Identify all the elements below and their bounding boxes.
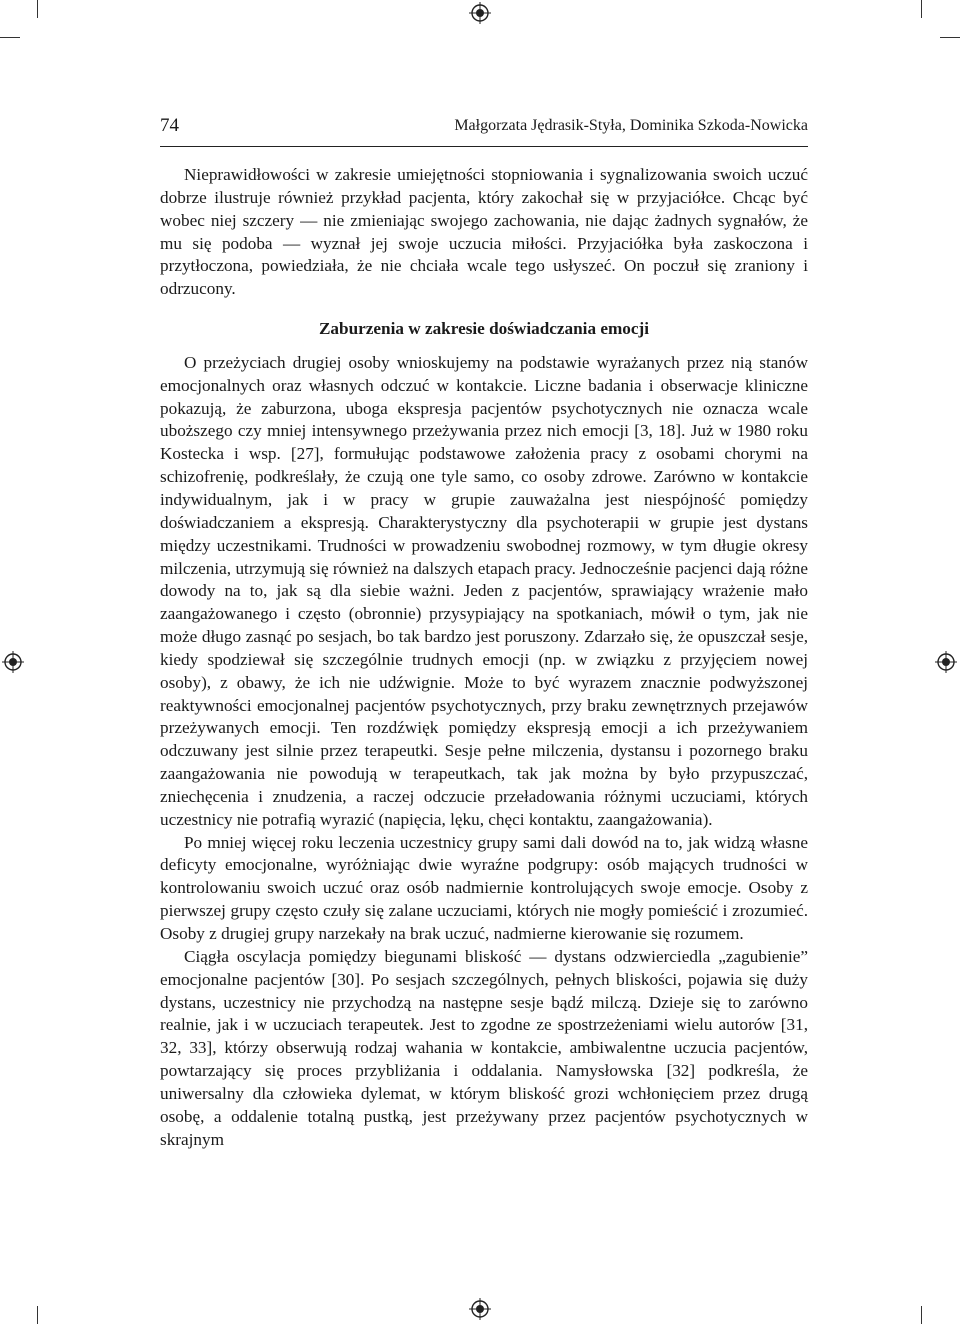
running-head: Małgorzata Jędrasik-Styła, Dominika Szkoda-Nowicka xyxy=(454,117,808,134)
page-header xyxy=(160,115,808,141)
crop-mark-bottom-left xyxy=(37,1306,38,1324)
crop-mark-top-right xyxy=(921,0,922,18)
crop-mark-top-left xyxy=(37,0,38,18)
crop-mark-top-left-h xyxy=(0,37,20,38)
paragraph-1: Nieprawidłowości w zakresie umiejętności stopniowania i sygnalizowania swoich uczuć dobrze ilustruje również przykład pacjenta, który zakochał się w przyjaciółce. Chcąc być wobec niej szczery — nie zmieniając swojego zachowania, nie dając żadnych sygnałów, że mu się podoba — wyznał jej swoje uczucia miłości. Przyjaciółka była zaskoczona i przytłoczona, powiedziała, że nie chciała wcale tego usłyszeć. On poczuł się zraniony i odrzucony. xyxy=(160,165,808,299)
article-body xyxy=(160,164,808,1151)
paragraph-2: O przeżyciach drugiej osoby wnioskujemy na podstawie wyrażanych przez nią stanów emocjonalnych oraz własnych odczuć w kontakcie. Liczne badania i obserwacje kliniczne pokazują, że zaburzona, uboga ekspresja pacjentów psychotycznych nie oznacza wcale uboższego czy mniej intensywnego przeżywania przez nich emocji [3, 18]. Już w 1980 roku Kostecka i wsp. [27], formułując podstawowe założenia pracy z osobami chorymi na schizofrenię, podkreślały, że czują one tyle samo, co osoby zdrowe. Zarówno w kontakcie indywidualnym, jak i w pracy w grupie zauważalna jest niespójność pomiędzy doświadczaniem a ekspresją. Charakterystyczny dla psychoterapii w grupie jest dystans między uczestnikami. Trudności w prowadzeniu swobodnej rozmowy, w tym długie okresy milczenia, utrzymują się również na dalszych etapach pracy. Jednocześnie pacjenci dają różne dowody na to, jak są dla siebie ważni. Jeden z pacjentów, sprawiający wrażenie mało zaangażowanego i często (obronnie) przysypiający na spotkaniach, mówił o tym, jak nie może długo zasnąć po sesjach, bo tak bardzo jest poruszony. Zdarzało się, że opuszczał sesje, kiedy spodziewał się szczególnie trudnych emocji (np. w związku z przyjęciem nowej osoby), z obawy, że ich nie udźwignie. Może to być wyrazem znacznie podwyższonej reaktywności emocjonalnej pacjentów psychotycznych, przy braku zewnętrznych przejawów przeżywanych emocji. Ten rozdźwięk pomiędzy ekspresją emocji a ich przeżywaniem odczuwany jest silnie przez terapeutki. Sesje pełne milczenia, dystansu i pozornego braku zaangażowania nie powodują w terapeutkach, tak jak można by było przypuszczać, zniechęcenia i znudzenia, a raczej odczucie przeładowania różnymi uczuciami, których uczestnicy nie potrafią wyrazić (napięcia, lęku, chęci kontaktu, zaangażowania). xyxy=(160,352,808,829)
registration-mark-top-icon xyxy=(469,2,491,24)
registration-mark-left-icon xyxy=(2,651,24,673)
paragraph-3: Po mniej więcej roku leczenia uczestnicy grupy sami dali dowód na to, jak widzą własne deficyty emocjonalne, wyróżniając dwie wyraźne podgrupy: osób mających trudności w kontrolowaniu swoich uczuć oraz osób nadmiernie kontrolujących swoje emocje. Osoby z pierwszej grupy często czuły się zalane uczuciami, których nie mogły pomieścić i zrozumieć. Osoby z drugiej grupy narzekały na brak uczuć, nadmierne kierowanie się rozumem. xyxy=(160,832,808,943)
page-number: 74 xyxy=(160,115,179,136)
header-rule xyxy=(160,146,808,147)
registration-mark-right-icon xyxy=(935,651,957,673)
paragraph-4: Ciągła oscylacja pomiędzy biegunami bliskość — dystans odzwierciedla „zagubienie” emocjonalne pacjentów [30]. Po sesjach szczególnych, pełnych bliskości, pojawia się duży dystans, uczestnicy nie przychodzą na następne sesje bądź milczą. Dzieje się to zarówno realnie, jak i w uczuciach terapeutek. Jest to zgodne ze spostrzeżeniami wielu autorów [31, 32, 33], którzy obserwują rodzaj wahania w kontakcie, ambiwalentne uczucia pacjentów, powtarzający się proces przybliżania i oddalania. Namysłowska [32] podkreśla, że uniwersalny dla człowieka dylemat, w którym bliskość grozi wchłonięciem przez drugą osobę, a oddalenie totalną pustką, jest przeżywany przez pacjentów psychotycznych w skrajnym xyxy=(160,946,808,1149)
section-heading: Zaburzenia w zakresie doświadczania emocji xyxy=(318,319,650,339)
crop-mark-bottom-right xyxy=(921,1306,922,1324)
crop-mark-top-right-h xyxy=(940,37,960,38)
registration-mark-bottom-icon xyxy=(469,1298,491,1320)
